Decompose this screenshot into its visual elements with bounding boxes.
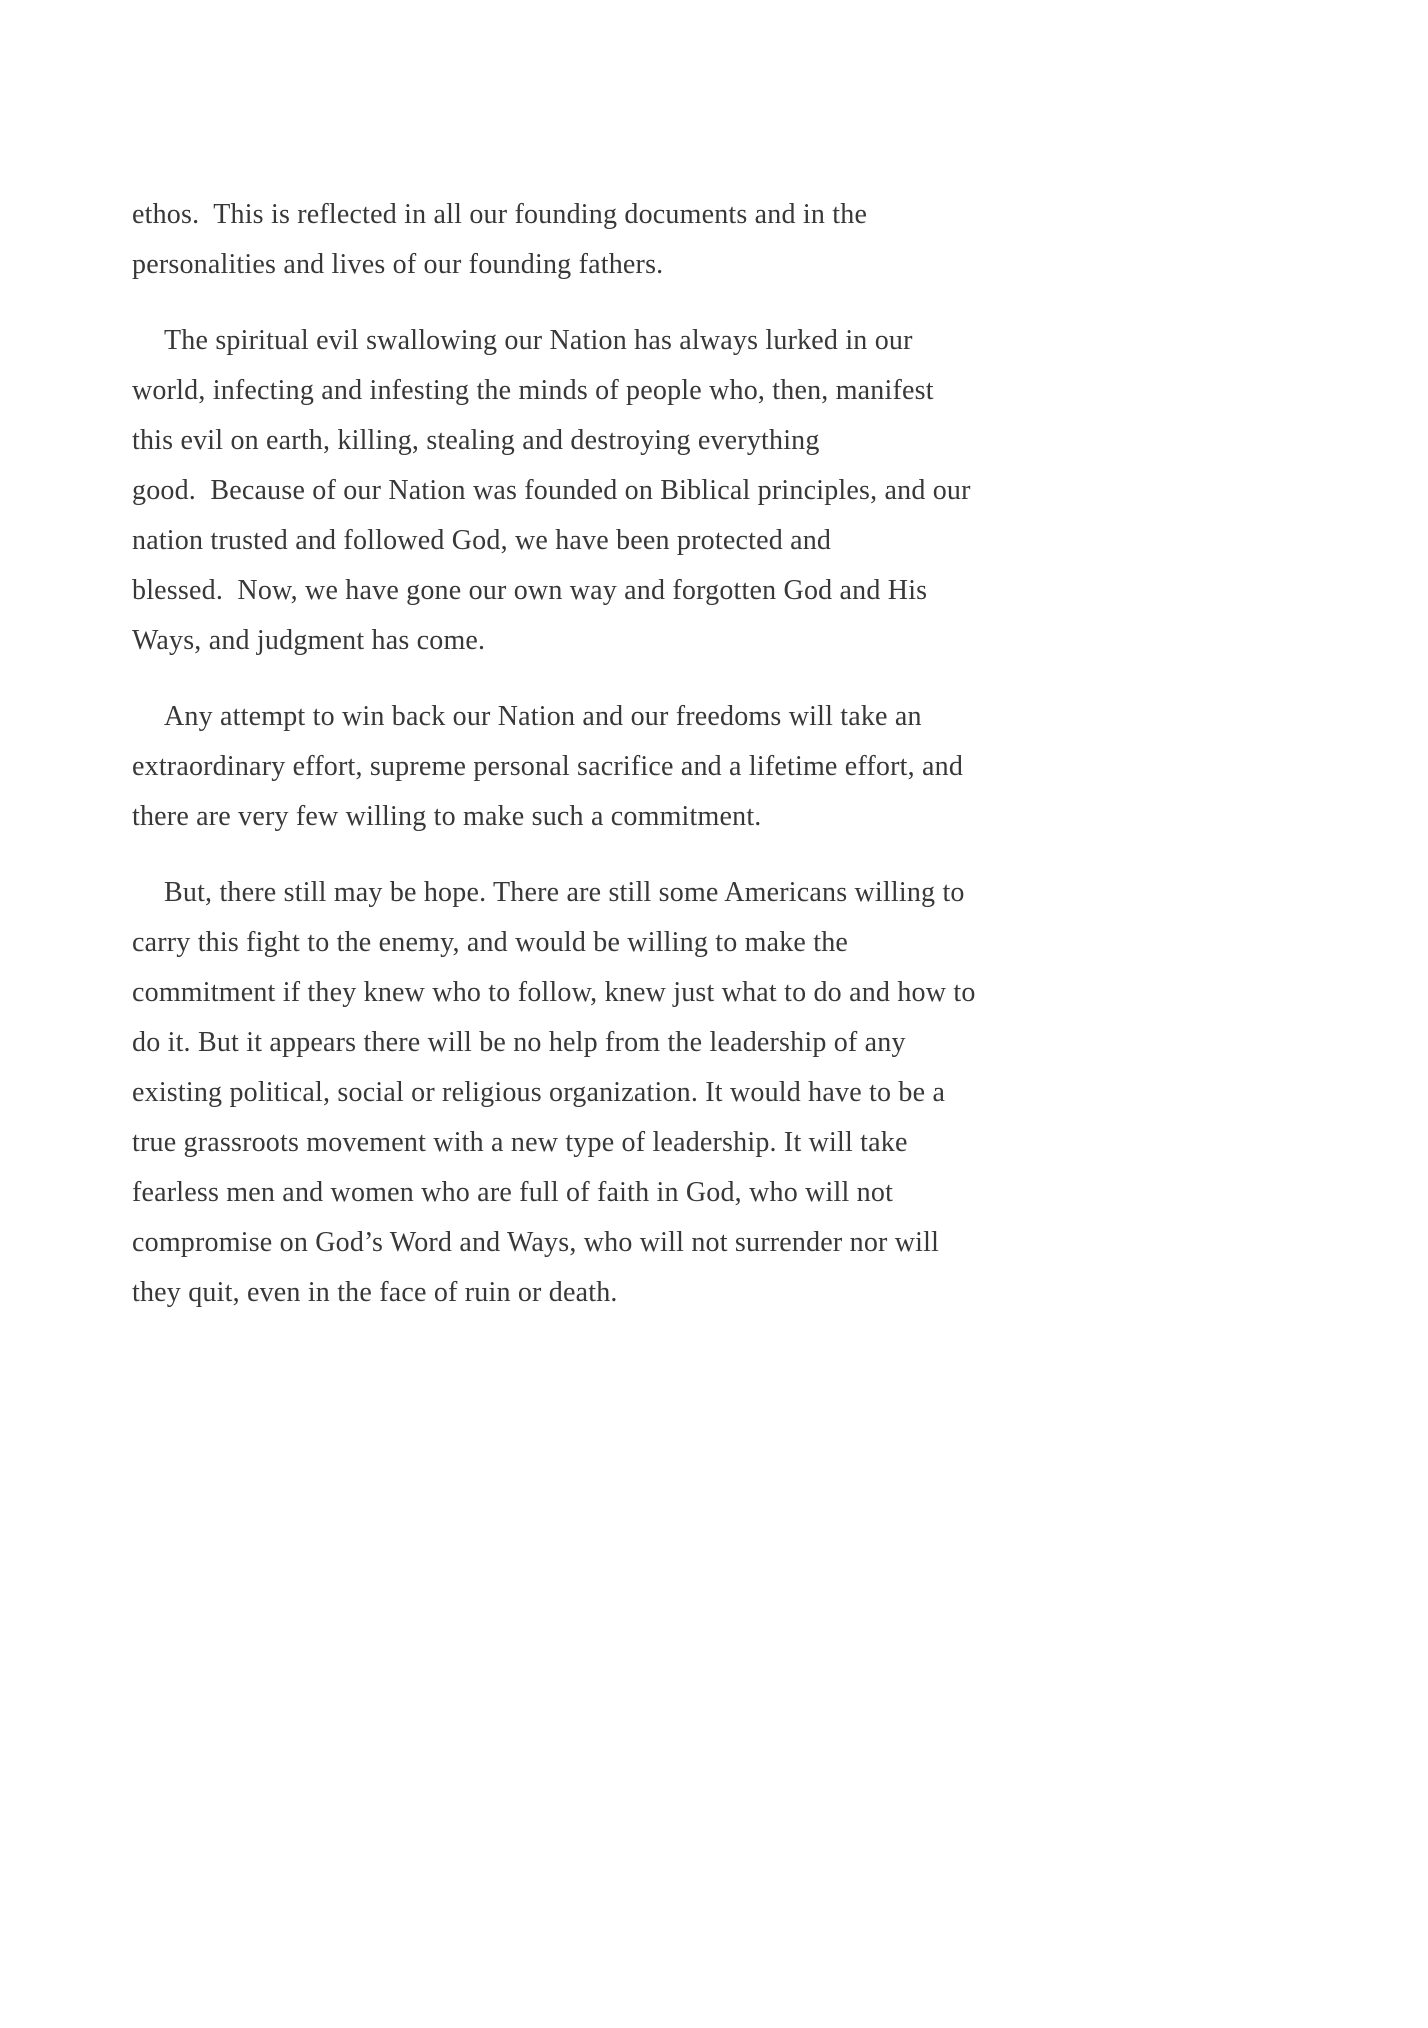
text-line: The spiritual evil swallowing our Nation has always lurked in our: [164, 325, 913, 356]
text-line: world, infecting and infesting the minds of people who, then, manifest: [132, 375, 934, 406]
paragraph: [132, 868, 1232, 1318]
text-line: compromise on God’s Word and Ways, who will not surrender nor will: [132, 1227, 940, 1258]
text-line: fearless men and women who are full of faith in God, who will not: [132, 1177, 894, 1208]
text-line: nation trusted and followed God, we have been protected and: [132, 525, 832, 556]
text-line: do it. But it appears there will be no help from the leadership of any: [132, 1027, 906, 1058]
text-line: Any attempt to win back our Nation and our freedoms will take an: [164, 701, 922, 732]
document-text: [132, 190, 1232, 1344]
paragraph: [132, 316, 1232, 666]
text-line: this evil on earth, killing, stealing and destroying everything: [132, 425, 820, 456]
text-line: personalities and lives of our founding fathers.: [132, 249, 664, 280]
text-line: But, there still may be hope. There are still some Americans willing to: [164, 877, 965, 908]
paragraph: [132, 190, 1232, 290]
text-line: carry this fight to the enemy, and would be willing to make the: [132, 927, 849, 958]
text-line: there are very few willing to make such a commitment.: [132, 801, 762, 832]
text-line: commitment if they knew who to follow, knew just what to do and how to: [132, 977, 976, 1008]
text-line: ethos. This is reflected in all our founding documents and in the: [132, 199, 868, 230]
text-line: they quit, even in the face of ruin or death.: [132, 1277, 618, 1308]
text-line: extraordinary effort, supreme personal sacrifice and a lifetime effort, and: [132, 751, 964, 782]
text-line: existing political, social or religious organization. It would have to be a: [132, 1077, 946, 1108]
text-line: good. Because of our Nation was founded on Biblical principles, and our: [132, 475, 971, 506]
paragraph: [132, 692, 1232, 842]
text-line: true grassroots movement with a new type of leadership. It will take: [132, 1127, 908, 1158]
text-line: blessed. Now, we have gone our own way and forgotten God and His: [132, 575, 928, 606]
text-line: Ways, and judgment has come.: [132, 625, 486, 656]
